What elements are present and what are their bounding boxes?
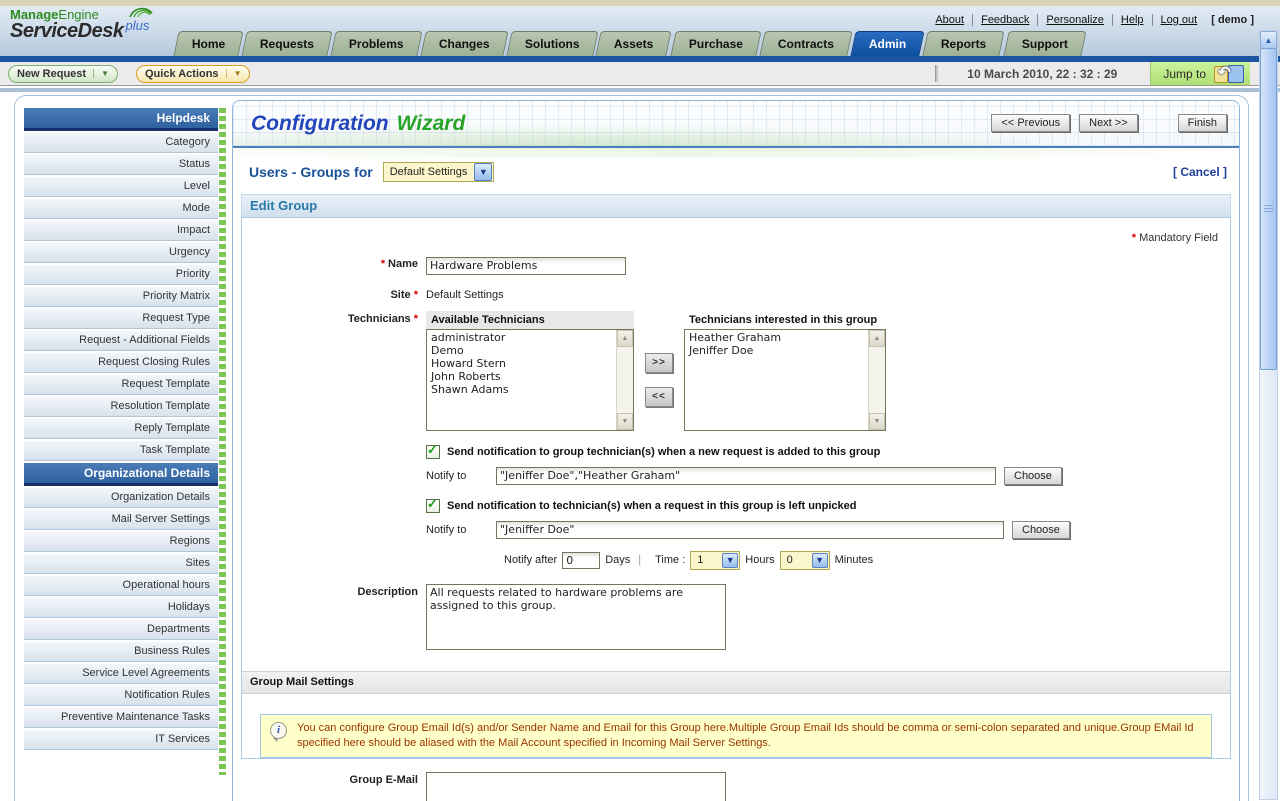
hours-value: 1 xyxy=(691,554,721,566)
group-mail-settings-header: Group Mail Settings xyxy=(242,671,1230,694)
scrollbar-thumb[interactable] xyxy=(1260,48,1277,370)
notify-after-row xyxy=(504,551,1230,570)
description-textarea[interactable] xyxy=(426,584,726,650)
sidebar-item[interactable]: Notification Rules xyxy=(24,686,218,706)
sidebar-item[interactable]: Category xyxy=(24,133,218,153)
scroll-down-icon[interactable]: ▼ xyxy=(869,413,885,430)
sidebar-item[interactable]: Level xyxy=(24,177,218,197)
app-logo xyxy=(10,8,149,41)
sidebar-item[interactable]: Resolution Template xyxy=(24,397,218,417)
helpdesk-items xyxy=(24,133,218,461)
sidebar-item[interactable]: Mail Server Settings xyxy=(24,510,218,530)
subtitle-text: Users - Groups for xyxy=(249,164,373,180)
days-input[interactable] xyxy=(562,552,600,569)
page-scrollbar[interactable] xyxy=(1259,30,1278,800)
divider-pipe: | xyxy=(638,554,641,566)
info-icon: i xyxy=(270,722,287,739)
subtitle-row xyxy=(233,158,1239,182)
sidebar-item[interactable]: Request Closing Rules xyxy=(24,353,218,373)
tab-contracts[interactable]: Contracts xyxy=(759,31,852,56)
sidebar-item[interactable]: Request Template xyxy=(24,375,218,395)
technician-option[interactable]: Shawn Adams xyxy=(427,383,616,396)
sidebar-item[interactable]: Service Level Agreements xyxy=(24,664,218,684)
notify-to-label: Notify to xyxy=(426,524,496,536)
sidebar-item[interactable]: Sites xyxy=(24,554,218,574)
jump-to-button[interactable] xyxy=(1150,62,1250,85)
sidebar-item[interactable]: Departments xyxy=(24,620,218,640)
time-label: Time : xyxy=(655,554,685,566)
check-icon: ✓ xyxy=(427,442,438,458)
name-input[interactable] xyxy=(426,257,626,275)
check-icon: ✓ xyxy=(427,496,438,512)
help-link[interactable]: Help xyxy=(1112,14,1152,26)
mandatory-note: * Mandatory Field xyxy=(242,218,1230,244)
sidebar-dotted-strip xyxy=(219,108,226,775)
site-value: Default Settings xyxy=(426,287,504,301)
organizational-items xyxy=(24,488,218,750)
quick-actions-label: Quick Actions xyxy=(145,68,219,80)
sidebar-item[interactable]: Task Template xyxy=(24,441,218,461)
brand-rest: Engine xyxy=(58,7,98,22)
available-items xyxy=(427,331,616,396)
tab-assets[interactable]: Assets xyxy=(596,31,673,56)
jump-to-label: Jump to xyxy=(1163,67,1206,81)
admin-sidebar xyxy=(24,108,226,775)
tab-admin[interactable]: Admin xyxy=(850,31,925,56)
toolbar-underline-strip xyxy=(0,88,1280,92)
notify-after-label: Notify after xyxy=(504,554,557,566)
sidebar-item[interactable]: Preventive Maintenance Tasks xyxy=(24,708,218,728)
header-links xyxy=(927,14,1254,26)
scroll-down-icon[interactable]: ▼ xyxy=(617,413,633,430)
sidebar-item[interactable]: Operational hours xyxy=(24,576,218,596)
sidebar-item[interactable]: Request Type xyxy=(24,309,218,329)
sidebar-item[interactable]: Status xyxy=(24,155,218,175)
select-arrow-icon[interactable]: ▼ xyxy=(474,163,492,181)
tab-support[interactable]: Support xyxy=(1003,31,1086,56)
title-configuration: Configuration xyxy=(251,112,389,135)
new-request-button[interactable] xyxy=(8,65,118,83)
notify-new-request-label: Send notification to group technician(s) when a new request is added to this group xyxy=(447,446,880,458)
tab-purchase[interactable]: Purchase xyxy=(670,31,761,56)
notify-unpicked-label: Send notification to technician(s) when a request in this group is left unpicked xyxy=(447,500,856,512)
plus-superscript: plus xyxy=(125,18,149,33)
tab-problems[interactable]: Problems xyxy=(331,31,423,56)
listbox-scrollbar[interactable] xyxy=(616,330,633,430)
app-header xyxy=(0,6,1280,56)
sidebar-item[interactable]: IT Services xyxy=(24,730,218,750)
notify-to-input-1[interactable] xyxy=(496,467,996,485)
group-email-textarea[interactable] xyxy=(426,772,726,801)
decorative-wave xyxy=(233,148,1239,158)
tab-reports[interactable]: Reports xyxy=(923,31,1006,56)
technician-option[interactable]: John Roberts xyxy=(427,370,616,383)
select-arrow-icon[interactable]: ▼ xyxy=(812,553,828,568)
move-right-button[interactable]: >> xyxy=(645,353,673,373)
sidebar-item[interactable]: Regions xyxy=(24,532,218,552)
site-scope-select[interactable] xyxy=(383,162,495,182)
minutes-label: Minutes xyxy=(835,554,874,566)
user-badge: [ demo ] xyxy=(1211,14,1254,26)
edit-group-header: Edit Group xyxy=(241,194,1231,217)
scroll-up-icon[interactable]: ▲ xyxy=(617,330,633,347)
interested-items xyxy=(685,331,868,357)
name-label: * Name xyxy=(242,256,418,275)
select-arrow-icon[interactable]: ▼ xyxy=(722,553,738,568)
quick-actions-button[interactable] xyxy=(136,65,250,83)
scroll-up-icon[interactable]: ▲ xyxy=(869,330,885,347)
logout-link[interactable]: Log out xyxy=(1152,14,1206,26)
main-nav-tabs xyxy=(176,31,1087,56)
sidebar-item[interactable]: Holidays xyxy=(24,598,218,618)
description-label: Description xyxy=(242,584,418,655)
sidebar-item[interactable]: Organization Details xyxy=(24,488,218,508)
technician-option[interactable]: Jeniffer Doe xyxy=(685,344,868,357)
datetime-display: 10 March 2010, 22 : 32 : 29 xyxy=(944,67,1140,81)
notify-unpicked-checkbox[interactable] xyxy=(426,499,440,513)
choose-button-2[interactable]: Choose xyxy=(1012,521,1070,539)
listbox-scrollbar[interactable] xyxy=(868,330,885,430)
new-request-label: New Request xyxy=(17,68,86,80)
info-text: You can configure Group Email Id(s) and/or Sender Name and Email for this Group here.Multiple Group Email Ids should be comma or semi-colon separated and unique.Group EMail Id specified here should be aliased with the Mail Account specified in Incoming Mail Server Settings. xyxy=(297,722,1194,749)
tab-home[interactable]: Home xyxy=(173,31,244,56)
sidebar-item[interactable]: Priority Matrix xyxy=(24,287,218,307)
site-label: Site * xyxy=(242,287,418,301)
info-message xyxy=(260,714,1212,758)
site-scope-value: Default Settings xyxy=(384,166,474,178)
technician-option[interactable]: Heather Graham xyxy=(685,331,868,344)
sidebar-item[interactable]: Reply Template xyxy=(24,419,218,439)
action-toolbar xyxy=(0,62,1280,86)
tab-requests[interactable]: Requests xyxy=(242,31,333,56)
sidebar-section-helpdesk[interactable]: Helpdesk xyxy=(24,108,218,131)
sidebar-list xyxy=(24,108,218,752)
notify-new-request-checkbox[interactable] xyxy=(426,445,440,459)
available-technicians-header: Available Technicians xyxy=(426,311,634,329)
sidebar-item[interactable]: Urgency xyxy=(24,243,218,263)
scrollbar-up-icon[interactable]: ▲ xyxy=(1260,31,1277,49)
sidebar-item[interactable]: Impact xyxy=(24,221,218,241)
available-technicians-listbox[interactable] xyxy=(426,329,634,431)
tab-changes[interactable]: Changes xyxy=(420,31,508,56)
feedback-link[interactable]: Feedback xyxy=(972,14,1037,26)
title-wizard: Wizard xyxy=(397,112,466,135)
transfer-buttons xyxy=(634,311,684,431)
logo-swoosh-icon xyxy=(128,2,154,18)
finish-button[interactable]: Finish xyxy=(1178,114,1227,132)
content-panel xyxy=(232,100,1240,801)
brand-bold: Manage xyxy=(10,7,58,22)
technician-option[interactable]: administrator xyxy=(427,331,616,344)
new-request-dropdown-icon[interactable]: ▼ xyxy=(93,69,109,78)
technician-option[interactable]: Howard Stern xyxy=(427,357,616,370)
sidebar-item[interactable]: Priority xyxy=(24,265,218,285)
technicians-label: Technicians * xyxy=(242,311,418,431)
notify-to-input-2[interactable] xyxy=(496,521,1004,539)
previous-button[interactable]: << Previous xyxy=(991,114,1070,132)
sidebar-item[interactable]: Business Rules xyxy=(24,642,218,662)
minutes-select[interactable] xyxy=(780,551,830,570)
move-left-button[interactable]: << xyxy=(645,387,673,407)
about-link[interactable]: About xyxy=(927,14,972,26)
minutes-value: 0 xyxy=(781,554,811,566)
group-email-label: Group E-Mail xyxy=(242,772,418,801)
sidebar-item[interactable]: Mode xyxy=(24,199,218,219)
technician-option[interactable]: Demo xyxy=(427,344,616,357)
hours-label: Hours xyxy=(745,554,774,566)
interested-technicians-listbox[interactable] xyxy=(684,329,886,431)
servicedesk-wordmark: ServiceDesk xyxy=(10,20,123,42)
wizard-banner xyxy=(233,101,1239,148)
sidebar-section-organizational-details[interactable]: Organizational Details xyxy=(24,463,218,486)
cancel-link[interactable]: [ Cancel ] xyxy=(1173,165,1227,179)
personalize-link[interactable]: Personalize xyxy=(1037,14,1111,26)
sidebar-item[interactable]: Request - Additional Fields xyxy=(24,331,218,351)
wizard-nav-buttons xyxy=(982,114,1229,132)
choose-button-1[interactable]: Choose xyxy=(1004,467,1062,485)
interested-technicians-header: Technicians interested in this group xyxy=(684,311,886,329)
edit-group-form xyxy=(241,217,1231,759)
days-label: Days xyxy=(605,554,630,566)
quick-actions-dropdown-icon[interactable]: ▼ xyxy=(226,69,242,78)
tab-solutions[interactable]: Solutions xyxy=(506,31,598,56)
page-title xyxy=(251,112,465,136)
next-button[interactable]: Next >> xyxy=(1079,114,1138,132)
notify-to-label: Notify to xyxy=(426,470,496,482)
toolbar-separator xyxy=(935,65,938,82)
jump-to-icon: ↶ xyxy=(1214,63,1244,84)
hours-select[interactable] xyxy=(690,551,740,570)
